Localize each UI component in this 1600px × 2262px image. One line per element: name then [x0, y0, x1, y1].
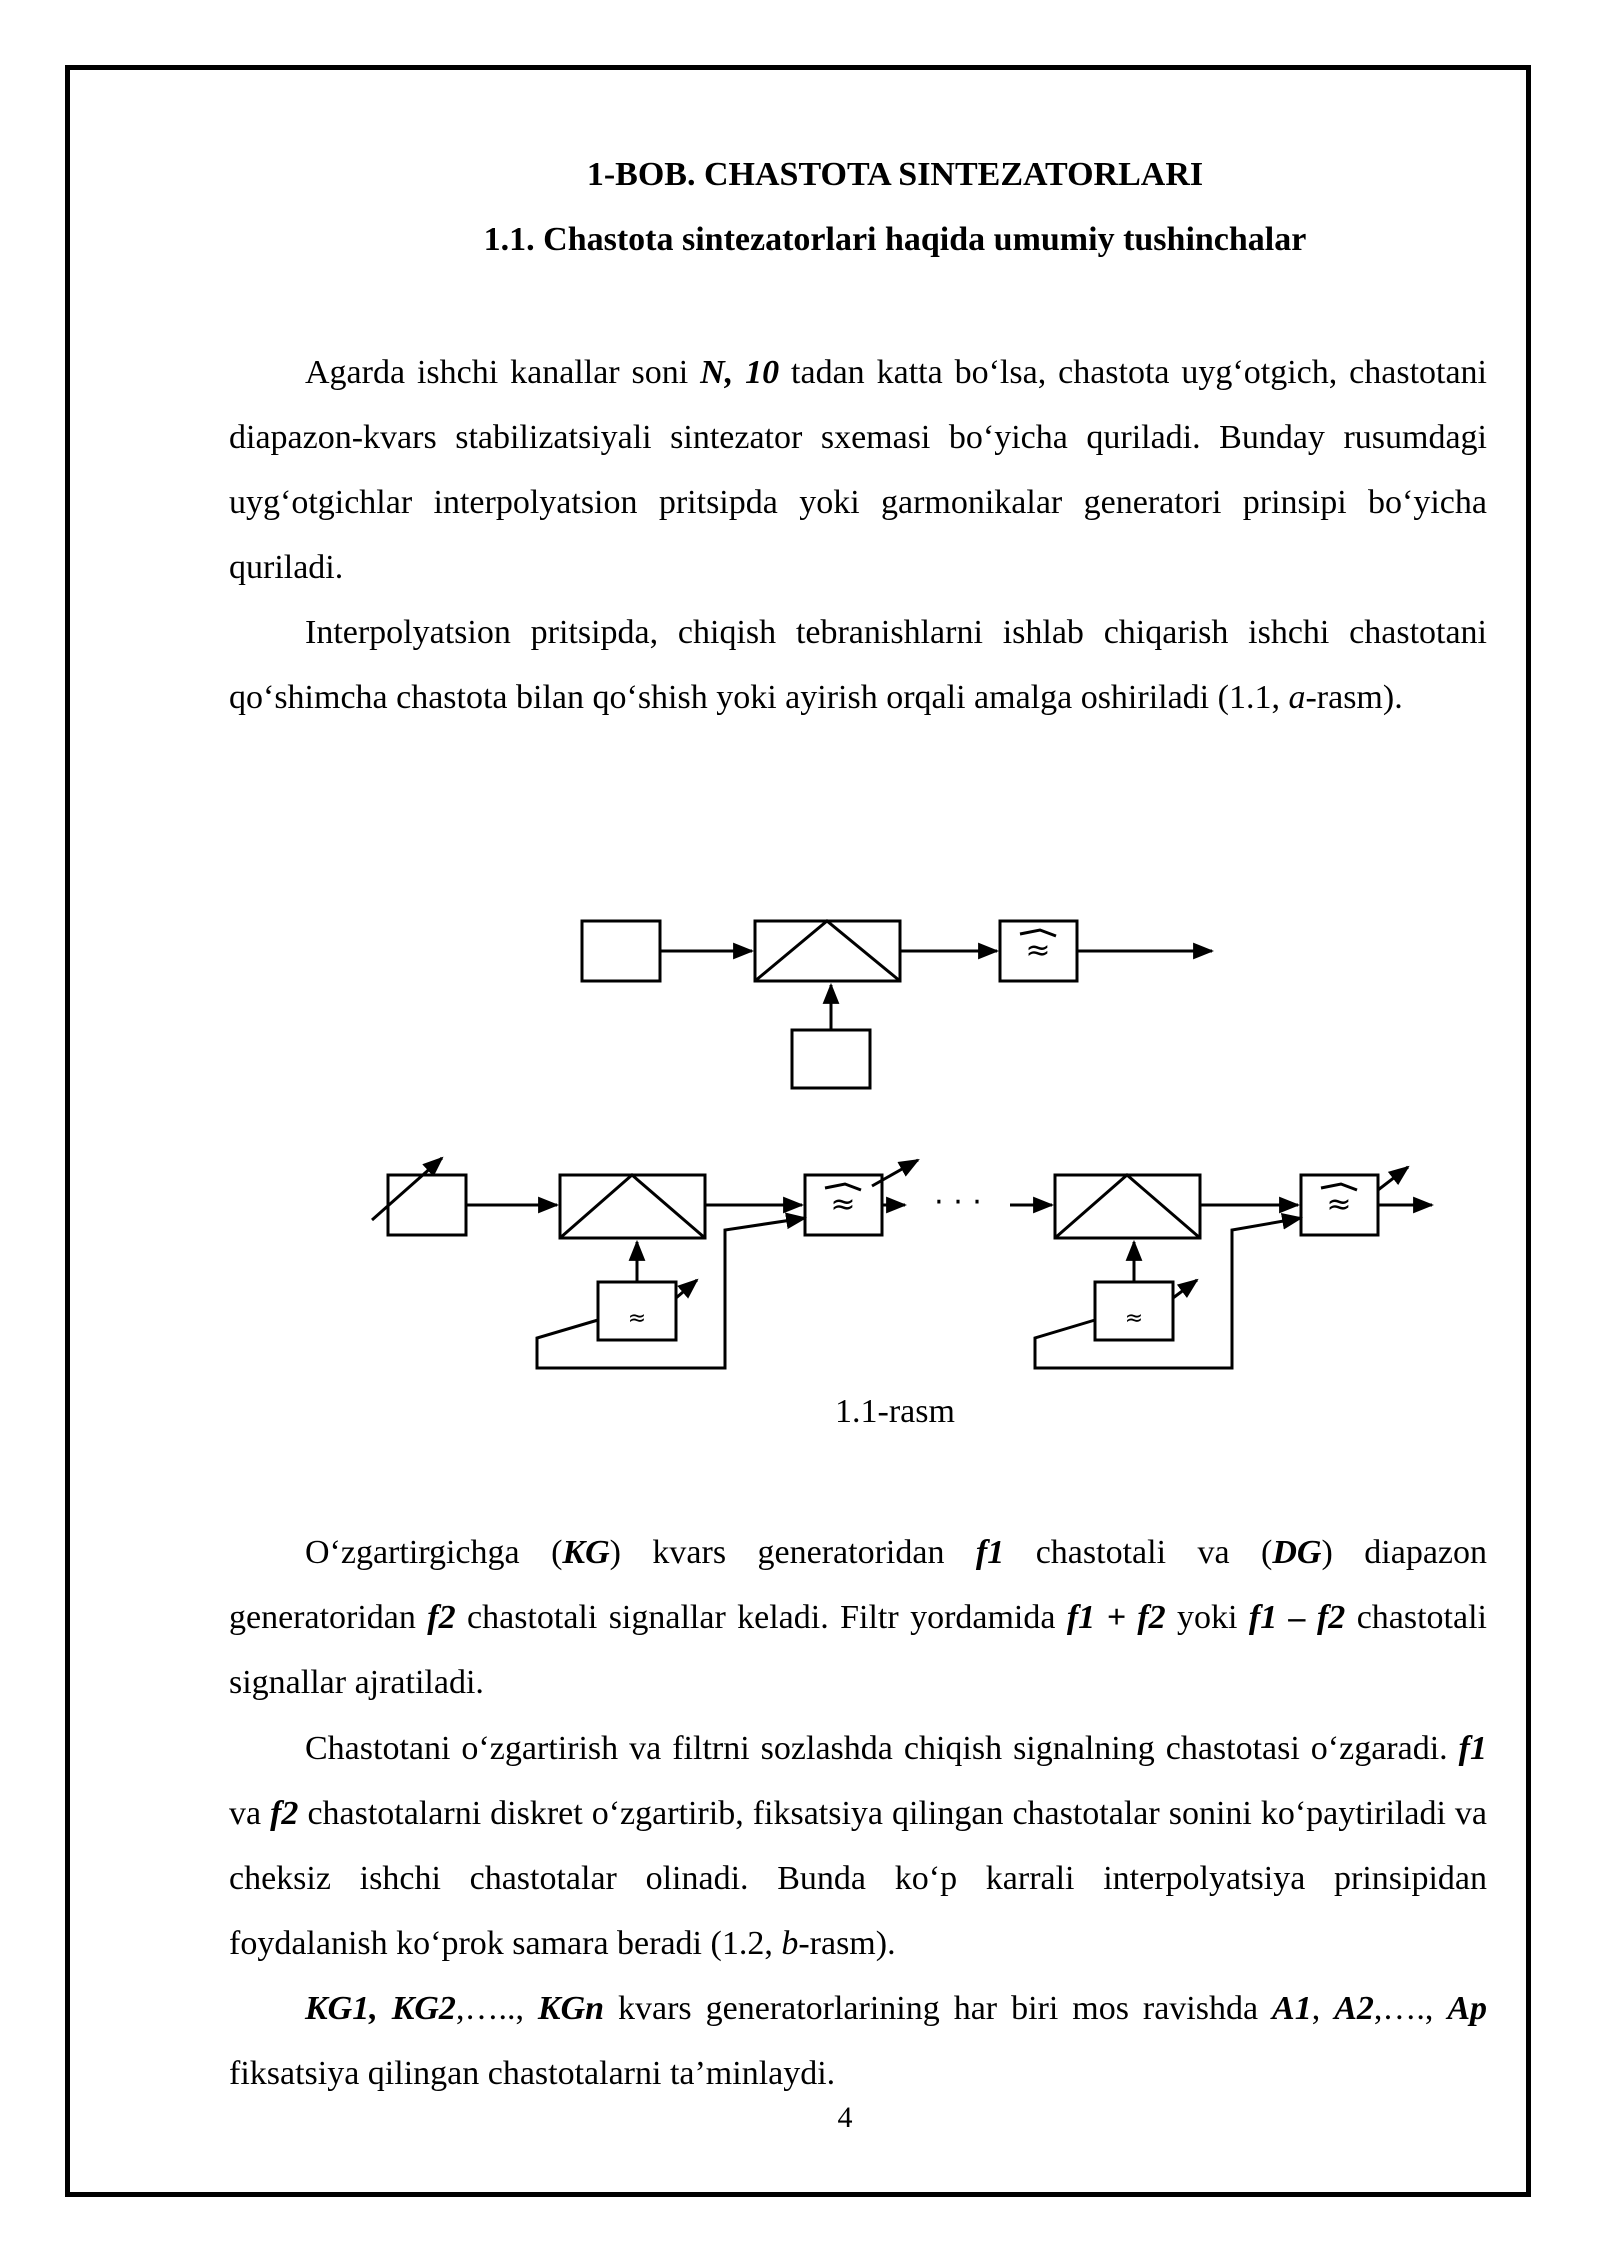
generator-block-kg	[582, 921, 660, 981]
text: ,	[1311, 1990, 1335, 2027]
block-diagram	[360, 895, 1450, 1380]
text: -rasm).	[1305, 679, 1403, 716]
text: va	[229, 1795, 271, 1832]
emphasis: f1	[975, 1534, 1005, 1571]
tuning-arrow-icon	[676, 1280, 697, 1298]
paragraph-5	[229, 1976, 1487, 2106]
text: ) diapazon generatoridan	[229, 1534, 1487, 1636]
emphasis: A2	[1334, 1990, 1374, 2027]
quartz-glyph: ≈	[627, 1306, 647, 1331]
text: -rasm).	[798, 1925, 896, 1962]
text: O‘zgartirgichga (	[305, 1534, 563, 1571]
emphasis: f1 – f2	[1248, 1599, 1346, 1636]
text: ) kvars generatoridan	[609, 1534, 976, 1571]
text: ,….,	[1373, 1990, 1448, 2027]
figure-caption: 1.1-rasm	[835, 1393, 955, 1430]
emphasis: f1	[1458, 1730, 1487, 1767]
tuning-arrow-icon	[1173, 1280, 1197, 1298]
filter-glyph: ≈	[830, 1187, 856, 1222]
quartz-glyph: ≈	[1124, 1306, 1144, 1331]
emphasis: KG1, KG2	[305, 1990, 456, 2027]
continuation-dots: · · ·	[934, 1185, 982, 1220]
page-number: 4	[837, 2101, 853, 2134]
chapter-title: 1-BOB. CHASTOTA SINTEZATORLARI	[586, 156, 1204, 193]
section-title: 1.1. Chastota sintezatorlari haqida umumiy tushinchalar	[483, 221, 1307, 258]
text: chastotali signallar keladi. Filtr yordamida	[455, 1599, 1067, 1636]
emphasis: Ap	[1447, 1990, 1488, 2027]
text: tadan katta bo‘lsa, chastota uyg‘otgich, chastotani diapazon-kvars stabilizatsiyali sintezator sxemasi bo‘yicha quriladi. Bunday rusumdagi uyg‘otgichlar interpolyatsion pritsipda yoki garmonikalar generatori prinsipi bo‘yicha quriladi.	[229, 354, 1488, 586]
paragraph-4	[229, 1716, 1487, 1976]
text: chastotali signallar ajratiladi.	[229, 1599, 1487, 1701]
text: chastotali va (	[1004, 1534, 1273, 1571]
mixer-block-1	[560, 1175, 705, 1238]
emphasis: f2	[270, 1795, 299, 1832]
filter-glyph: ≈	[1326, 1187, 1352, 1222]
text: Interpolyatsion pritsipda, chiqish tebranishlarni ishlab chiqarish ishchi chastotani qo‘shimcha chastota bilan qo‘shish yoki ayirish orqali amalga oshiriladi (1.1,	[229, 614, 1487, 716]
text: fiksatsiya qilingan chastotalarni ta’minlaydi.	[229, 2055, 836, 2092]
tuning-arrow-icon	[872, 1160, 918, 1186]
emphasis: f2	[427, 1599, 456, 1636]
italic-letter: b	[781, 1925, 799, 1962]
text: ,…..,	[455, 1990, 538, 2027]
text: kvars generatorlarining har biri mos ravishda	[604, 1990, 1273, 2027]
text: yoki	[1165, 1599, 1249, 1636]
tunable-generator-block	[388, 1175, 466, 1235]
paragraph-3	[229, 1520, 1487, 1715]
paragraph-2	[229, 600, 1487, 730]
text: Agarda ishchi kanallar soni	[305, 354, 701, 391]
tuning-arrow-icon	[1378, 1167, 1408, 1190]
italic-letter: a	[1288, 679, 1306, 716]
emphasis: A1	[1272, 1990, 1312, 2027]
emphasis: DG	[1272, 1534, 1322, 1571]
emphasis: KG	[562, 1534, 610, 1571]
emphasis: f1 + f2	[1066, 1599, 1166, 1636]
text: Chastotani o‘zgartirish va filtrni sozlashda chiqish signalning chastotasi o‘zgaradi.	[305, 1730, 1459, 1767]
paragraph-1	[229, 340, 1487, 600]
emphasis: N, 10	[700, 354, 780, 391]
emphasis: KGn	[537, 1990, 605, 2027]
mixer-block	[755, 921, 900, 981]
filter-glyph: ≈	[1025, 933, 1051, 968]
generator-block-dg	[792, 1030, 870, 1088]
mixer-block-2	[1055, 1175, 1200, 1238]
text: chastotalarni diskret o‘zgartirib, fiksatsiya qilingan chastotalar sonini ko‘paytiriladi va cheksiz ishchi chastotalar olinadi. Bunda ko‘p karrali interpolyatsiya prinsipidan foydalanish ko‘prok samara beradi (1.2,	[229, 1795, 1487, 1962]
